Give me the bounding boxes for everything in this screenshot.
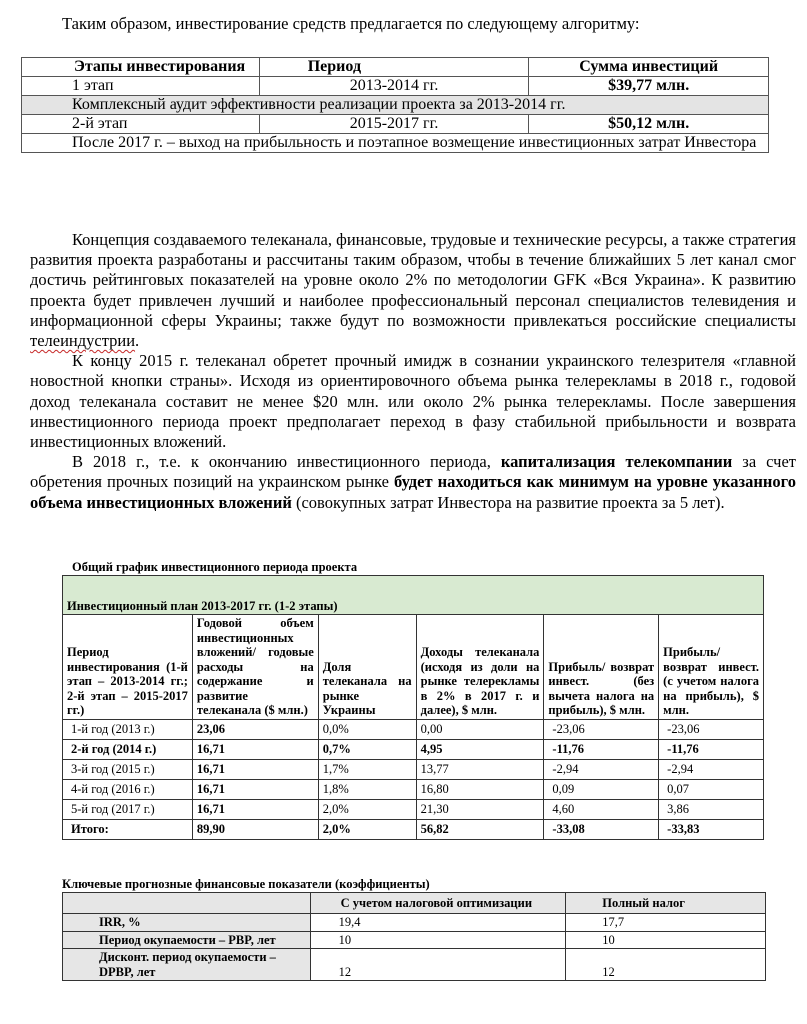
- stage2-period: 2015-2017 гг.: [259, 115, 529, 134]
- cell-income: 16,80: [416, 779, 544, 799]
- table-row: [63, 799, 764, 819]
- cell-share: 1,8%: [318, 779, 416, 799]
- cell-share: 2,0%: [318, 819, 416, 839]
- kpi-row: [63, 949, 766, 981]
- paragraph-1: [30, 230, 796, 351]
- investment-body: [63, 719, 764, 839]
- cell-income: 4,95: [416, 739, 544, 759]
- cell-income: 21,30: [416, 799, 544, 819]
- cell-invest: 16,71: [192, 779, 318, 799]
- kpi-full-value: 12: [566, 949, 766, 981]
- cell-profit-net: 3,86: [659, 799, 764, 819]
- header-invest: Годовой объем инвестиционных вложений/ годовые расходы на содержание и развитие телеканала ($ млн.): [192, 615, 318, 720]
- cell-profit-gross: 4,60: [544, 799, 659, 819]
- cell-profit-gross: 0,09: [544, 779, 659, 799]
- table-row: [63, 719, 764, 739]
- paragraph-3-text-c: (совокупных затрат Инвестора на развитие проекта за 5 лет).: [291, 492, 725, 512]
- cell-share: 0,0%: [318, 719, 416, 739]
- header-income: Доходы телеканала (исходя из доли на рынке телерекламы в 2% в 2017 г. и далее), $ млн.: [416, 615, 544, 720]
- cell-invest: 16,71: [192, 739, 318, 759]
- audit-text: Комплексный аудит эффективности реализации проекта за 2013-2014 гг.: [22, 96, 769, 115]
- audit-row: [22, 96, 769, 115]
- stages-header-row: [22, 58, 769, 77]
- cell-profit-gross: -23,06: [544, 719, 659, 739]
- kpi-header-full: Полный налог: [566, 893, 766, 914]
- paragraph-3-bold-a: капитализация телекомпании: [500, 452, 733, 472]
- intro-text: Таким образом, инвестирование средств предлагается по следующему алгоритму:: [62, 14, 640, 33]
- spellcheck-word: телеиндустрии: [30, 331, 136, 351]
- paragraph-2: К концу 2015 г. телеканал обретет прочный имидж в сознании украинского телезрителя «главной новостной кнопки страны». Исходя из ориентировочного объема рынка телерекламы в 2018 г., годовой доход телеканала составит не менее $20 млн. или около 2% рынка телерекламы. После завершения инвестиционного периода проект предполагает переход в фазу стабильной прибыльности и возврата инвестиционных вложений.: [30, 351, 796, 452]
- paragraph-3-text-a: В 2018 г., т.е. к окончанию инвестиционного периода,: [72, 452, 501, 472]
- header-period: Период инвестирования (1-й этап – 2013-2014 гг.; 2-й этап – 2015-2017 гг.): [63, 615, 193, 720]
- kpi-label: Дисконт. период окупаемости – DPBP, лет: [63, 949, 311, 981]
- investment-header-row: [63, 615, 764, 720]
- stage2-amount: $50,12 млн.: [529, 115, 769, 134]
- cell-profit-net: -23,06: [659, 719, 764, 739]
- cell-invest: 23,06: [192, 719, 318, 739]
- table-row: [63, 739, 764, 759]
- cell-profit-gross: -11,76: [544, 739, 659, 759]
- cell-share: 1,7%: [318, 759, 416, 779]
- stage1-amount: $39,77 млн.: [529, 77, 769, 96]
- stages-table: [21, 57, 769, 153]
- stage1-name: 1 этап: [22, 77, 260, 96]
- kpi-table-title: Ключевые прогнозные финансовые показатели (коэффициенты): [62, 877, 430, 891]
- cell-profit-net: -11,76: [659, 739, 764, 759]
- investment-plan-row: [63, 576, 764, 615]
- cell-income: 56,82: [416, 819, 544, 839]
- cell-income: 13,77: [416, 759, 544, 779]
- stage1-period: 2013-2014 гг.: [259, 77, 529, 96]
- cell-income: 0,00: [416, 719, 544, 739]
- cell-profit-net: -33,83: [659, 819, 764, 839]
- stage2-row: [22, 115, 769, 134]
- cell-profit-gross: -33,08: [544, 819, 659, 839]
- kpi-opt-value: 12: [310, 949, 566, 981]
- kpi-header-opt: С учетом налоговой оптимизации: [310, 893, 566, 914]
- cell-invest: 89,90: [192, 819, 318, 839]
- body-paragraphs: [30, 230, 796, 513]
- kpi-body: [63, 914, 766, 981]
- kpi-opt-value: 19,4: [310, 914, 566, 932]
- cell-period: 5-й год (2017 г.): [63, 799, 193, 819]
- cell-profit-gross: -2,94: [544, 759, 659, 779]
- header-profit-gross: Прибыль/ возврат инвест. (без вычета налога на прибыль), $ млн.: [544, 615, 659, 720]
- cell-share: 2,0%: [318, 799, 416, 819]
- header-share: Доля телеканала на рынке Украины: [318, 615, 416, 720]
- paragraph-3-text-b: за счет обретения прочных позиций на украинском рынке: [30, 452, 797, 492]
- kpi-row: [63, 914, 766, 932]
- paragraph-1-text: Концепция создаваемого телеканала, финансовые, трудовые и технические ресурсы, а также стратегия развития проекта разработаны и рассчитаны таким образом, чтобы в течение ближайших 5 лет канал смог достичь рейтинговых показателей на уровне около 2% по методологии GFK «Вся Украина». К развитию проекта будет привлечен лучший и наиболее профессиональный персонал специалистов телевидения и информационной сферы Украины; также будут по возможности привлекаться российские специалисты: [30, 230, 796, 330]
- kpi-header-row: [63, 893, 766, 914]
- cell-profit-net: -2,94: [659, 759, 764, 779]
- kpi-full-value: 17,7: [566, 914, 766, 932]
- cell-period: 2-й год (2014 г.): [63, 739, 193, 759]
- investment-plan-title: Инвестиционный план 2013-2017 гг. (1-2 этапы): [63, 576, 764, 615]
- kpi-label: IRR, %: [63, 914, 311, 932]
- investment-table: [62, 575, 764, 840]
- cell-invest: 16,71: [192, 799, 318, 819]
- cell-period: 3-й год (2015 г.): [63, 759, 193, 779]
- after-row: [22, 134, 769, 153]
- stages-header-amount: Сумма инвестиций: [529, 58, 769, 77]
- kpi-table: [62, 892, 766, 981]
- after-text: После 2017 г. – выход на прибыльность и поэтапное возмещение инвестиционных затрат Инвестора: [22, 134, 769, 153]
- table-row: [63, 759, 764, 779]
- paragraph-3: [30, 452, 796, 513]
- cell-invest: 16,71: [192, 759, 318, 779]
- paragraph-1-end: .: [135, 331, 140, 351]
- header-profit-net: Прибыль/ возврат инвест. (с учетом налога на прибыль), $ млн.: [659, 615, 764, 720]
- table-row: [63, 819, 764, 839]
- cell-period: 4-й год (2016 г.): [63, 779, 193, 799]
- kpi-header-blank: [63, 893, 311, 914]
- stage2-name: 2-й этап: [22, 115, 260, 134]
- cell-period: 1-й год (2013 г.): [63, 719, 193, 739]
- kpi-full-value: 10: [566, 931, 766, 949]
- stage1-row: [22, 77, 769, 96]
- kpi-row: [63, 931, 766, 949]
- stages-header-stage: Этапы инвестирования: [22, 58, 260, 77]
- stages-header-period: Период: [259, 58, 529, 77]
- cell-share: 0,7%: [318, 739, 416, 759]
- kpi-label: Период окупаемости – PBP, лет: [63, 931, 311, 949]
- cell-profit-net: 0,07: [659, 779, 764, 799]
- table-row: [63, 779, 764, 799]
- kpi-opt-value: 10: [310, 931, 566, 949]
- investment-table-title: Общий график инвестиционного периода проекта: [72, 560, 358, 574]
- cell-period: Итого:: [63, 819, 193, 839]
- paragraph-3-bold-b: будет находиться как минимум на уровне указанного объема инвестиционных вложений: [30, 472, 796, 512]
